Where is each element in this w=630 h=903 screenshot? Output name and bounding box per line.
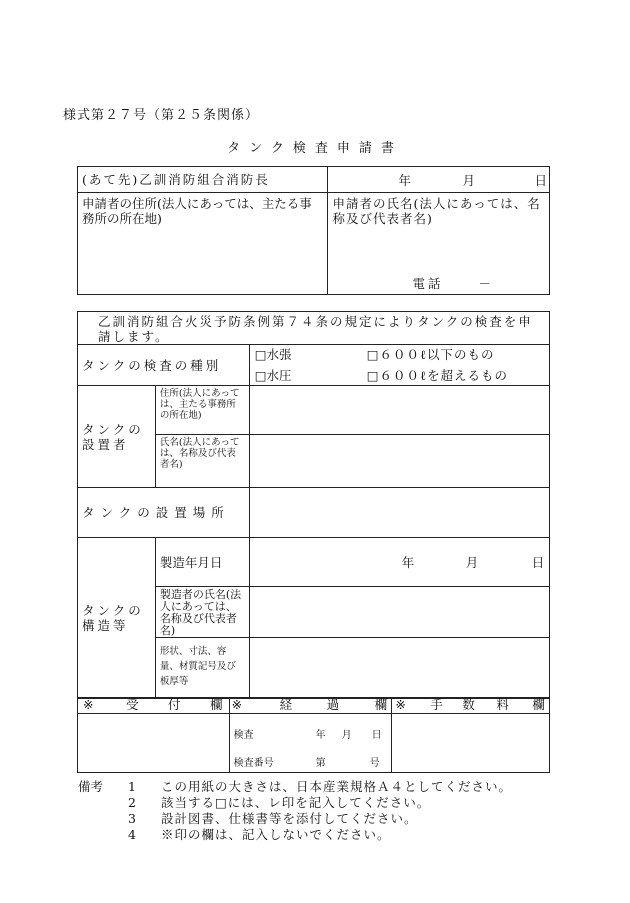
note-text: 該当する□には、レ印を記入してください。: [161, 795, 431, 810]
fee-char-3: 料: [496, 697, 509, 712]
location-field[interactable]: [249, 488, 549, 538]
note-text: ※印の欄は、記入しないでください。: [161, 827, 391, 842]
manufacture-year: 年: [401, 555, 415, 570]
number-prefix: 第: [315, 758, 326, 769]
inspection-year: 年: [315, 730, 326, 741]
date-day: 日: [534, 173, 547, 188]
installer-name-field[interactable]: [249, 435, 549, 488]
fee-char-4: 欄: [532, 697, 545, 712]
note-number: 1: [128, 779, 136, 794]
reception-char-2: 付: [168, 697, 181, 712]
reception-char-3: 欄: [210, 697, 223, 712]
phone-label: 電話: [412, 276, 444, 291]
date-month: 月: [462, 173, 475, 188]
reception-char-1: 受: [126, 697, 139, 712]
installer-label: タンクの設置者: [78, 386, 156, 488]
note-text: 設計図書、仕様書等を添付してください。: [161, 811, 418, 826]
applicant-table: [77, 166, 550, 295]
note-text: この用紙の大きさは、日本産業規格Ａ４としてください。: [161, 779, 513, 794]
progress-field[interactable]: [229, 714, 392, 773]
document-title: タンク検査申請書: [227, 141, 403, 156]
manufacturer-field[interactable]: [249, 587, 549, 638]
reception-mark: ※: [83, 697, 94, 712]
notes-label: 備考: [78, 779, 104, 794]
manufacture-day: 日: [531, 555, 545, 570]
installer-name-label: 氏名(法人にあっては、名称及び代表者名): [155, 435, 249, 488]
progress-header: [229, 698, 392, 714]
progress-char-1: 経: [279, 697, 293, 712]
application-date[interactable]: [328, 167, 550, 193]
note-number: 4: [128, 827, 136, 842]
reception-field[interactable]: [78, 714, 230, 773]
applicant-address-cell[interactable]: [78, 193, 328, 295]
option-water-pressure[interactable]: □水圧: [254, 368, 292, 383]
manufacture-month: 月: [465, 555, 479, 570]
progress-mark: ※: [231, 697, 243, 712]
option-under-600[interactable]: □６００ℓ以下のもの: [366, 347, 495, 362]
note-item: [78, 827, 512, 843]
shape-label: 形状、寸法、容量、材質記号及び板厚等: [155, 638, 249, 699]
note-number: 3: [128, 811, 136, 826]
manufacture-date-label: 製造年月日: [155, 538, 249, 587]
date-year: 年: [398, 173, 411, 188]
shape-field[interactable]: [249, 638, 549, 699]
progress-char-2: 過: [326, 697, 340, 712]
fee-field[interactable]: [392, 714, 550, 773]
fee-char-1: 手: [430, 697, 443, 712]
applicant-address-label: 申請者の住所(法人にあっては、主たる事務所の所在地): [82, 196, 312, 226]
option-water-fill[interactable]: □水張: [254, 347, 292, 362]
inspection-label: 検査: [233, 730, 254, 741]
inspection-day: 日: [371, 730, 382, 741]
addressee: (あて先)乙訓消防組合消防長: [78, 167, 328, 193]
inspection-type-label: タンクの検査の種別: [78, 345, 250, 386]
note-number: 2: [128, 795, 136, 810]
applicant-name-label: 申請者の氏名(法人にあっては、名称及び代表者名): [332, 196, 541, 226]
note-item: [78, 795, 512, 811]
inspection-month: 月: [341, 730, 352, 741]
installer-address-label: 住所(法人にあっては、主たる事務所の所在地): [155, 386, 249, 435]
number-suffix: 号: [369, 758, 380, 769]
applicant-name-cell[interactable]: [328, 193, 550, 295]
inspection-number-label: 検査番号: [233, 758, 274, 769]
option-over-600[interactable]: □６００ℓを超えるもの: [366, 368, 509, 383]
structure-label: タンクの構造等: [78, 538, 156, 699]
inspection-table: [77, 311, 550, 699]
form-number: 様式第２７号（第２５条関係）: [63, 108, 260, 123]
fee-char-2: 数: [462, 697, 475, 712]
inspection-type-options[interactable]: [249, 345, 549, 386]
office-use-table: [77, 697, 550, 773]
note-item: [78, 811, 512, 827]
fee-mark: ※: [395, 697, 406, 712]
reception-header: [78, 698, 230, 714]
note-item: [78, 779, 512, 795]
notes: [78, 779, 512, 843]
fee-header: [392, 698, 550, 714]
statement: 乙訓消防組合火災予防条例第７４条の規定によりタンクの検査を申請します。: [78, 312, 550, 345]
manufacturer-label: 製造者の氏名(法人にあっては、名称及び代表者名): [155, 587, 249, 638]
manufacture-date-field[interactable]: [249, 538, 549, 587]
progress-char-3: 欄: [374, 697, 388, 712]
phone-separator: －: [478, 276, 491, 291]
location-label: タンクの設置場所: [78, 488, 250, 538]
installer-address-field[interactable]: [249, 386, 549, 435]
